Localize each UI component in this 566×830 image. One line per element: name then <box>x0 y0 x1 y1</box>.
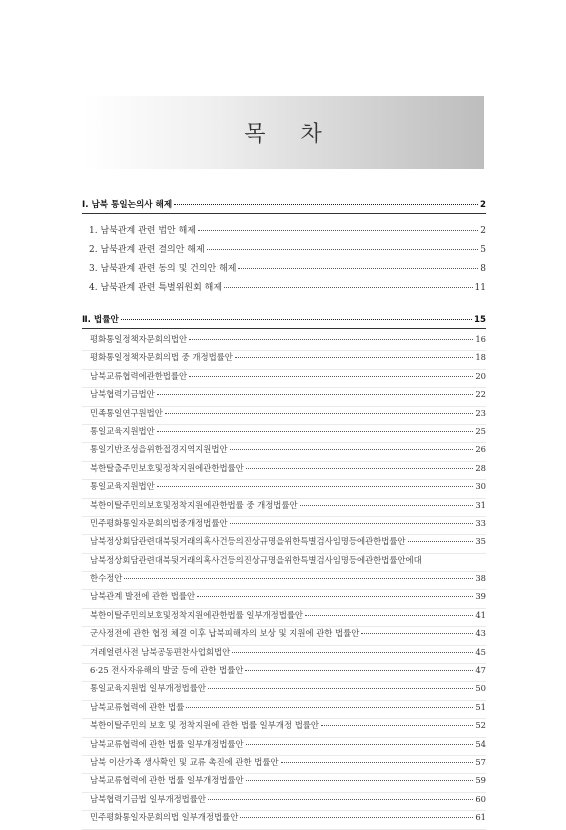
toc-entry-label: 남북교류협력에관한법률안 <box>90 370 188 381</box>
toc-entry-page: 35 <box>475 536 486 547</box>
section-heading[interactable] <box>82 198 486 211</box>
toc-entry[interactable] <box>82 682 486 700</box>
toc-entry-label: 통일교육지원법 일부개정법률안 <box>90 683 206 694</box>
dot-leader <box>121 319 472 320</box>
toc-entry-page: 30 <box>475 481 486 492</box>
dot-leader <box>230 449 474 450</box>
toc-entry-label: 평화통일정책자문회의법안 <box>90 334 188 344</box>
dot-leader <box>246 468 474 469</box>
toc-entry-label: 남북정상회담관련대북뒷거래의혹사건등의진상규명을위한특별검사임명등에관한법률안에대 <box>90 554 422 565</box>
toc-entry-label: 통일교육지원법안 <box>90 425 155 436</box>
toc-entry[interactable] <box>82 261 486 280</box>
dot-leader <box>197 596 473 597</box>
toc-entry-label: 남북협력기금법안 <box>90 389 155 400</box>
section-heading[interactable] <box>82 313 486 326</box>
toc-entry[interactable] <box>82 756 486 774</box>
toc-entry-page: 23 <box>475 407 486 418</box>
toc-entry[interactable] <box>82 609 486 627</box>
toc-entry-page: 20 <box>475 370 486 381</box>
toc-entry[interactable] <box>82 388 486 406</box>
toc-entry-page: 33 <box>475 517 486 528</box>
dot-leader <box>300 505 474 506</box>
dot-leader <box>246 744 474 745</box>
toc-entry-label: 남북관계 발전에 관한 법률안 <box>90 591 196 602</box>
toc-entry-label: 북한이탈주민의 보호 및 정착지원에 관한 법률 일부개정 법률안 <box>90 720 319 731</box>
toc-entry[interactable] <box>82 535 486 553</box>
dot-leader <box>321 725 473 726</box>
toc-entry[interactable] <box>82 462 486 480</box>
table-of-contents <box>82 198 486 830</box>
toc-entry-page: 45 <box>475 646 486 657</box>
toc-entry-page: 5 <box>480 245 486 255</box>
section-page: 2 <box>480 200 486 210</box>
toc-entry-page: 57 <box>475 756 486 767</box>
toc-entry-page: 39 <box>475 591 486 602</box>
toc-entry-label: 한수정안 <box>90 573 123 584</box>
dot-leader <box>174 204 478 205</box>
toc-entry[interactable] <box>82 811 486 829</box>
toc-entry-label: 남북교류협력에 관한 법률 <box>90 701 185 712</box>
dot-leader <box>232 652 473 653</box>
dot-leader <box>124 578 473 579</box>
toc-entry-page: 22 <box>475 389 486 400</box>
dot-leader <box>408 541 474 542</box>
toc-entry[interactable] <box>82 499 486 517</box>
toc-entry-page: 25 <box>475 425 486 436</box>
toc-entry-label: 민주평화통일자문회의법 일부개정법률안 <box>90 812 239 823</box>
section-items <box>82 223 486 299</box>
toc-entry-page: 43 <box>475 628 486 639</box>
dot-leader <box>157 394 474 395</box>
toc-entry-label: 민족통일연구원법안 <box>90 407 163 418</box>
toc-entry[interactable] <box>82 443 486 461</box>
toc-entry-page: 16 <box>475 334 486 344</box>
toc-entry-page: 41 <box>475 609 486 620</box>
toc-entry-label: 북한이탈주민의보호및정착지원에관한법률 중 개정법률안 <box>90 499 298 510</box>
toc-entry-label: 남북협력기금법 일부개정법률안 <box>90 793 206 804</box>
dot-leader <box>361 633 473 634</box>
toc-entry-label: 민주평화통일자문회의법중개정법률안 <box>90 517 228 528</box>
toc-entry-label: 1. 남북관계 관련 법안 해제 <box>89 226 196 236</box>
toc-entry-label: 6·25 전사자유해의 발굴 등에 관한 법률안 <box>90 665 244 676</box>
dot-leader <box>230 523 474 524</box>
toc-entry[interactable] <box>82 793 486 811</box>
dot-leader <box>165 413 474 414</box>
dot-leader <box>240 817 473 818</box>
toc-entry-page: 51 <box>475 701 486 712</box>
toc-entry[interactable] <box>82 627 486 645</box>
toc-entry-label: 남북교류협력에 관한 법률 일부개정법률안 <box>90 775 244 786</box>
toc-entry-page: 52 <box>475 720 486 731</box>
toc-entry-page: 61 <box>475 812 486 823</box>
toc-entry[interactable] <box>82 664 486 682</box>
toc-entry[interactable] <box>82 223 486 242</box>
toc-entry-label: 2. 남북관계 관련 결의안 해제 <box>89 245 205 255</box>
title-banner <box>82 96 484 169</box>
dot-leader <box>189 339 473 340</box>
toc-entry-label: 남북정상회담관련대북뒷거래의혹사건등의진상규명을위한특별검사임명등에관한법률안 <box>90 536 406 547</box>
toc-entry-label: 겨레얼련사전 남북공동편찬사업회법안 <box>90 646 231 657</box>
toc-entry[interactable] <box>82 719 486 737</box>
toc-entry-label: 북한탈출주민보호및정착지원에관한법률안 <box>90 462 244 473</box>
dot-leader <box>157 486 474 487</box>
dot-leader <box>198 230 478 231</box>
dot-leader <box>246 780 474 781</box>
toc-entry-page: 31 <box>475 499 486 510</box>
toc-entry-label: 평화통일정책자문회의법 중 개정법률안 <box>90 352 233 363</box>
toc-entry[interactable] <box>82 425 486 443</box>
toc-entry[interactable] <box>82 701 486 719</box>
toc-entry[interactable] <box>82 407 486 425</box>
toc-entry[interactable] <box>82 738 486 756</box>
toc-entry[interactable] <box>82 280 486 299</box>
dot-leader <box>235 357 473 358</box>
section-label: Ⅱ. 법률안 <box>82 315 119 325</box>
dot-leader <box>207 249 479 250</box>
page-title: 목 차 <box>244 122 336 147</box>
toc-entry[interactable] <box>82 517 486 535</box>
section-items <box>82 333 486 830</box>
toc-entry-label: 남북교류협력에 관한 법률 일부개정법률안 <box>90 738 244 749</box>
toc-entry-label: 통일기반조성을위한접경지역지원법안 <box>90 444 228 455</box>
section-label: Ⅰ. 남북 통일논의사 해제 <box>82 200 173 210</box>
toc-entry[interactable] <box>82 590 486 608</box>
toc-entry-page: 11 <box>474 283 486 293</box>
toc-entry[interactable] <box>82 572 486 590</box>
toc-entry-page: 60 <box>475 793 486 804</box>
toc-entry-label: 남북 이산가족 생사확인 및 교류 촉진에 관한 법률안 <box>90 756 279 767</box>
toc-entry-page: 2 <box>480 226 486 236</box>
toc-entry-label: 3. 남북관계 관련 동의 및 건의안 해제 <box>89 264 237 274</box>
dot-leader <box>281 762 474 763</box>
toc-entry-page: 54 <box>475 738 486 749</box>
toc-entry-page: 26 <box>475 444 486 455</box>
toc-entry-page: 8 <box>480 264 486 274</box>
toc-entry-page: 38 <box>475 573 486 584</box>
dot-leader <box>238 268 478 269</box>
toc-entry[interactable] <box>82 774 486 792</box>
toc-entry-label: 군사정전에 관한 협정 체결 이후 납북피해자의 보상 및 지원에 관한 법률안 <box>90 628 360 639</box>
toc-entry[interactable] <box>82 351 486 369</box>
toc-entry-page: 50 <box>475 683 486 694</box>
toc-entry[interactable] <box>82 242 486 261</box>
toc-entry[interactable] <box>82 333 486 351</box>
toc-entry-label: 통일교육지원법안 <box>90 481 155 492</box>
toc-entry-label: 북한이탈주민의보호및정착지원에관한법률 일부개정법률안 <box>90 609 304 620</box>
toc-entry[interactable] <box>82 370 486 388</box>
dot-leader <box>189 376 473 377</box>
dot-leader <box>305 615 473 616</box>
toc-entry-page: 47 <box>475 665 486 676</box>
dot-leader <box>157 431 474 432</box>
toc-entry-page: 18 <box>475 352 486 363</box>
toc-entry-page: 28 <box>475 462 486 473</box>
toc-entry[interactable] <box>82 646 486 664</box>
dot-leader <box>186 707 473 708</box>
toc-entry[interactable] <box>82 480 486 498</box>
dot-leader <box>224 287 472 288</box>
toc-entry-page: 59 <box>475 775 486 786</box>
dot-leader <box>245 670 473 671</box>
dot-leader <box>208 688 473 689</box>
toc-entry-label: 4. 남북관계 관련 특별위원회 해제 <box>89 283 223 293</box>
toc-entry[interactable] <box>82 554 486 572</box>
section-page: 15 <box>474 315 486 325</box>
